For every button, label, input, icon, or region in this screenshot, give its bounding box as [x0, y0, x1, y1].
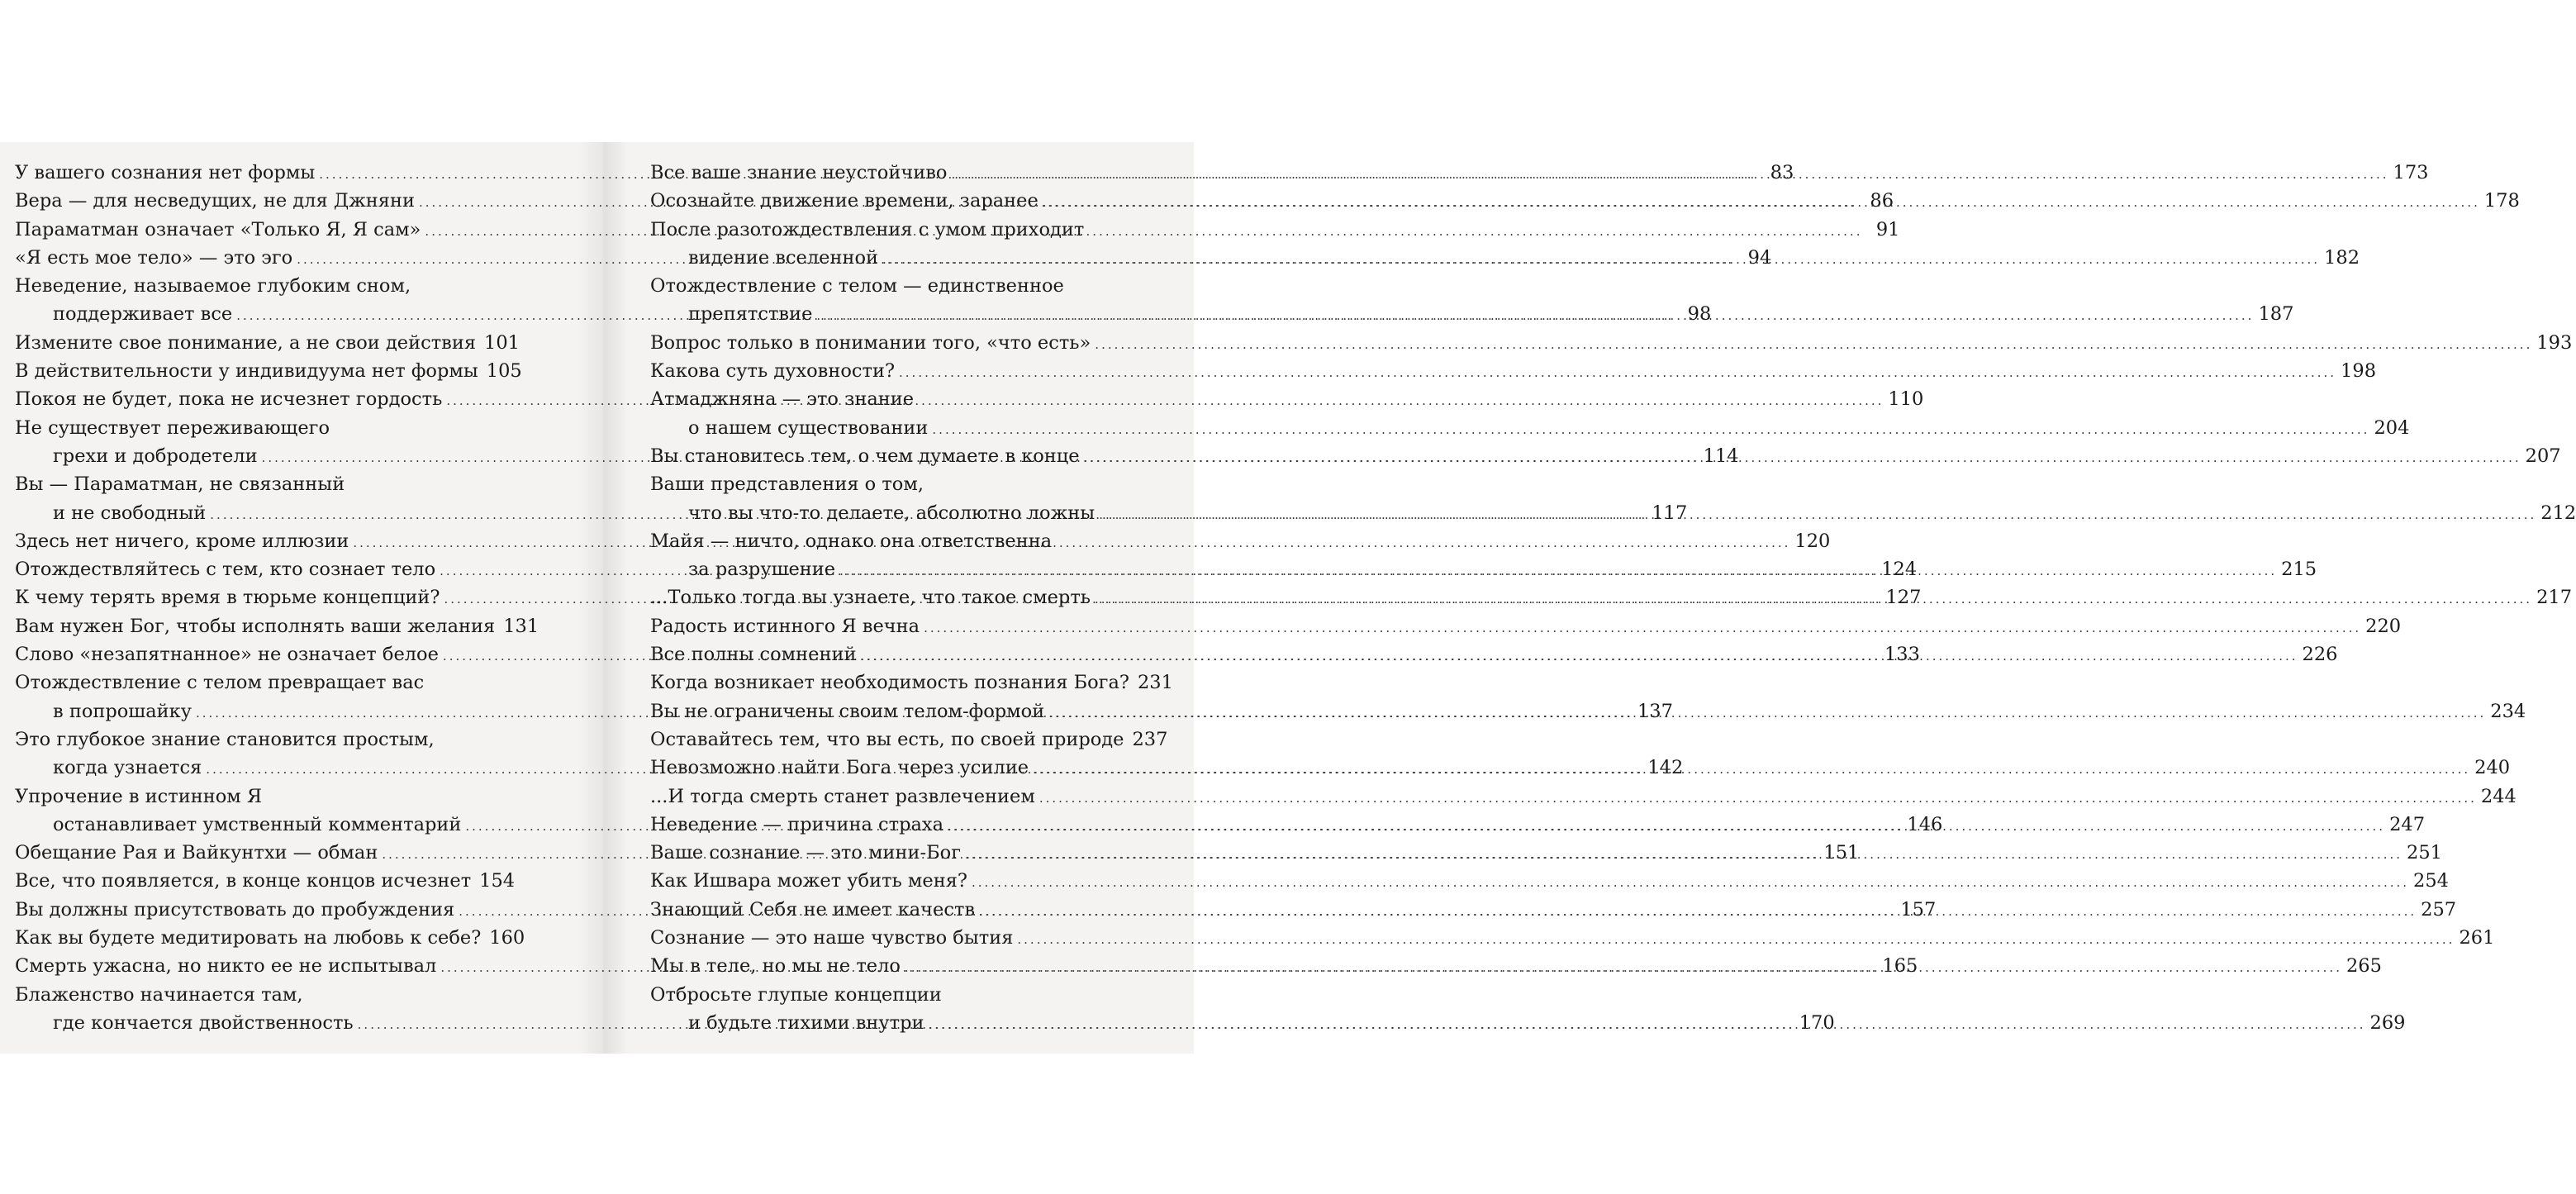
toc-page-number: 131 — [503, 615, 539, 637]
toc-entry — [650, 357, 2377, 385]
toc-entry-line — [15, 725, 513, 754]
toc-entry-line — [650, 385, 1148, 413]
toc-page-number: 146 — [1907, 813, 1943, 835]
toc-entry-line — [15, 668, 513, 697]
toc-entry-title: Отождествление с телом превращает вас — [15, 672, 425, 694]
toc-entry-line — [650, 668, 1173, 697]
toc-entry-title: видение вселенной — [688, 246, 879, 269]
toc-entry — [650, 924, 2495, 952]
dot-leader — [816, 302, 2254, 330]
toc-page-number: 83 — [1770, 162, 1794, 183]
toc-entry-line — [650, 725, 1168, 754]
toc-entry-title: Параматман означает «Только Я, Я сам» — [15, 218, 421, 240]
toc-entry-title: Измените свое понимание, а не свои действия — [15, 331, 477, 354]
toc-page-number: 207 — [2525, 445, 2561, 467]
toc-entry-title: за разрушение — [688, 559, 836, 581]
toc-entry-title: Не существует переживающего — [15, 416, 330, 439]
toc-entry-line — [650, 527, 1148, 555]
toc-page-number: 269 — [2369, 1011, 2406, 1034]
toc-page-number: 101 — [484, 331, 520, 354]
toc-entry — [15, 924, 525, 952]
toc-page-number: 254 — [2413, 870, 2449, 892]
toc-entry-title: Отбросьте глупые концепции — [650, 983, 942, 1006]
toc-entry-title: После разотождествления с умом приходит — [650, 218, 1085, 240]
toc-page-number: 204 — [2374, 416, 2410, 439]
toc-entry-title: препятствие — [688, 303, 813, 326]
dot-leader — [882, 245, 2320, 274]
dot-leader — [951, 160, 2388, 188]
toc-entry-line — [650, 414, 2410, 442]
toc-entry-title: Отождествление с телом — единственное — [650, 275, 1064, 297]
toc-entry-line — [15, 470, 513, 498]
toc-page-number: 215 — [2281, 559, 2317, 581]
toc-page-number: 110 — [1888, 388, 1924, 411]
toc-entry-title: Осознайте движение времени, заранее — [650, 190, 1038, 212]
toc-entry-title: Вера — для несведущих, не для Джняни — [15, 190, 415, 212]
toc-page-number: 127 — [1885, 587, 1922, 609]
toc-entry-title: Покоя не будет, пока не исчезнет гордость — [15, 388, 443, 411]
toc-page-number: 182 — [2324, 246, 2360, 269]
toc-entry-line — [15, 329, 520, 357]
dot-leader — [860, 642, 2298, 670]
toc-entry-line — [650, 867, 2449, 895]
toc-entry-title: и будьте тихими внутри — [688, 1011, 924, 1034]
toc-entry — [650, 783, 2517, 811]
toc-page-number: 91 — [1875, 218, 1900, 240]
toc-entry-line — [650, 329, 2573, 357]
book-spread — [0, 142, 2576, 1054]
dot-leader — [928, 1011, 2365, 1039]
toc-entry-title: когда узнается — [53, 757, 202, 779]
toc-entry-title: ...И тогда смерть станет развлечением — [650, 785, 1035, 807]
toc-entry-title: где кончается двойственность — [53, 1011, 354, 1034]
toc-entry-title: Атмаджняна — это знание — [650, 388, 915, 411]
toc-entry — [650, 329, 2573, 357]
toc-page-number: 157 — [1900, 898, 1937, 920]
toc-entry — [15, 612, 539, 640]
toc-entry-title: Какова суть духовности? — [650, 360, 896, 383]
toc-page-number: 240 — [2474, 757, 2511, 779]
toc-entry — [15, 329, 520, 357]
toc-entry-line — [15, 414, 513, 442]
toc-entry-title: грехи и добродетели — [53, 445, 258, 467]
toc-page-number: 247 — [2389, 813, 2426, 835]
toc-entry-title: Знающий Себя не имеет качеств — [650, 898, 976, 920]
toc-page-number: 265 — [2345, 955, 2382, 978]
toc-entry-title: Ваши представления о том, — [650, 473, 924, 496]
toc-page-number: 198 — [2341, 360, 2377, 383]
toc-entry-title: Блаженство начинается там, — [15, 983, 303, 1006]
toc-entry-title: Все ваше знание неустойчиво — [650, 162, 948, 183]
toc-page-number: 212 — [2540, 502, 2576, 524]
toc-entry-line — [650, 470, 1148, 498]
toc-entry-title: Ваше сознание — это мини-Бог — [650, 842, 961, 864]
toc-entry-title: В действительности у индивидуума нет формы — [15, 360, 478, 383]
toc-entry — [650, 867, 2449, 895]
toc-entry-title: Упрочение в истинном Я — [15, 785, 263, 807]
toc-entry-title: что вы что-то делаете, абсолютно ложны — [688, 502, 1096, 524]
dot-leader — [1084, 444, 2521, 472]
toc-entry-line — [15, 612, 539, 640]
toc-entry-title: Майя — ничто, однако она ответственна — [650, 530, 1053, 552]
dot-leader — [924, 614, 2361, 642]
dot-leader — [948, 812, 2385, 840]
dot-leader — [899, 359, 2336, 387]
toc-entry-title: Когда возникает необходимость познания Бога? — [650, 672, 1129, 694]
dot-leader — [1043, 188, 2480, 216]
toc-entry-title: Обещание Рая и Вайкунтхи — обман — [15, 842, 378, 864]
toc-page-number: 86 — [1870, 190, 1894, 212]
toc-entry-line — [650, 612, 2402, 640]
toc-entry-title: У вашего сознания нет формы — [15, 162, 316, 183]
toc-page-number: 217 — [2536, 587, 2573, 609]
toc-entry-title: останавливает умственный комментарий — [53, 813, 462, 835]
toc-page-number: 170 — [1799, 1011, 1835, 1034]
toc-entry-line — [650, 981, 1148, 1009]
toc-entry-title: в попрошайку — [53, 700, 192, 722]
toc-page-number: 178 — [2483, 190, 2520, 212]
dot-leader — [839, 557, 2277, 585]
toc-page-number: 187 — [2258, 303, 2294, 326]
dot-leader — [905, 954, 2342, 982]
dot-leader — [1039, 784, 2477, 812]
toc-entry-title: Смерть ужасна, но никто ее не испытывал — [15, 955, 437, 978]
toc-page-number: 133 — [1884, 644, 1920, 666]
toc-page-number: 160 — [489, 927, 525, 949]
toc-entry-title: Вам нужен Бог, чтобы исполнять ваши желания — [15, 615, 496, 637]
toc-page-number: 120 — [1794, 530, 1831, 552]
toc-entry-title: Все, что появляется, в конце концов исчезнет — [15, 870, 472, 892]
toc-entry-line — [15, 867, 516, 895]
dot-leader — [1048, 699, 2486, 727]
toc-entry-title: Невозможно найти Бога через усилие — [650, 757, 1029, 779]
toc-entry — [15, 357, 522, 385]
toc-page-number: 193 — [2536, 331, 2573, 354]
toc-page-number: 220 — [2365, 615, 2402, 637]
toc-entry-title: Вы не ограничены своим телом-формой — [650, 700, 1045, 722]
toc-entry-title: Неведение — причина страха — [650, 813, 944, 835]
toc-page-number: 151 — [1823, 842, 1860, 864]
toc-entry-title: Как Ишвара может убить меня? — [650, 870, 967, 892]
toc-entry-title: о нашем существовании — [688, 416, 929, 439]
toc-entry-line — [15, 783, 513, 811]
toc-entry-line — [15, 981, 513, 1009]
toc-entry-line — [650, 357, 2377, 385]
toc-entry-line — [650, 924, 2495, 952]
dot-leader — [1099, 501, 2536, 529]
toc-page-number: 173 — [2393, 162, 2429, 183]
toc-page-number: 231 — [1137, 672, 1173, 694]
toc-page-number: 137 — [1637, 700, 1673, 722]
dot-leader — [972, 868, 2409, 897]
toc-page-number: 261 — [2459, 927, 2495, 949]
toc-entry-title: Это глубокое знание становится простым, — [15, 728, 435, 750]
toc-entry — [650, 668, 1173, 697]
dot-leader — [1033, 755, 2470, 783]
toc-entry-title: К чему терять время в тюрьме концепций? — [15, 587, 440, 609]
toc-entry-title: поддерживает все — [53, 303, 233, 326]
toc-page-number: 98 — [1687, 303, 1712, 326]
dot-leader — [932, 416, 2369, 444]
toc-page-number: 94 — [1747, 246, 1772, 269]
toc-entry-title: Слово «незапятнанное» не означает белое — [15, 644, 439, 666]
toc-page-number: 257 — [2421, 898, 2457, 920]
toc-entry — [650, 612, 2402, 640]
toc-page-number: 114 — [1703, 445, 1739, 467]
toc-entry-line — [650, 216, 1148, 244]
toc-entry-line — [15, 924, 525, 952]
toc-entry-title: «Я есть мое тело» — это эго — [15, 246, 293, 269]
toc-entry-title: Оставайтесь тем, что вы есть, по своей природе — [650, 728, 1124, 750]
toc-entry-title: Вы становитесь тем, о чем думаете в конце — [650, 445, 1080, 467]
toc-entry-line — [15, 272, 513, 300]
toc-page-number: 234 — [2490, 700, 2526, 722]
toc-page-number: 124 — [1881, 559, 1918, 581]
toc-entry-title: Вы должны присутствовать до пробуждения — [15, 898, 455, 920]
toc-entry-line — [650, 272, 1148, 300]
dot-leader — [1017, 925, 2455, 954]
toc-page-number: 226 — [2302, 644, 2338, 666]
toc-entry-title: Вопрос только в понимании того, «что есть» — [650, 331, 1091, 354]
toc-entry-line — [650, 783, 2517, 811]
toc-entry-title: Вы — Параматман, не связанный — [15, 473, 345, 496]
toc-page-number: 117 — [1652, 502, 1688, 524]
toc-page-number: 237 — [1132, 728, 1168, 750]
toc-entry-line — [15, 357, 522, 385]
dot-leader — [965, 840, 2403, 868]
toc-page-number: 244 — [2480, 785, 2517, 807]
toc-entry-title: Мы в теле, но мы не тело — [650, 955, 901, 978]
toc-page-number: 251 — [2407, 842, 2442, 864]
dot-leader — [1095, 331, 2532, 359]
toc-entry-title: и не свободный — [53, 502, 207, 524]
toc-entry — [650, 725, 1168, 754]
toc-page-number: 105 — [486, 360, 522, 383]
dot-leader — [979, 897, 2417, 925]
toc-entry-title: Отождествляйтесь с тем, кто сознает тело — [15, 559, 436, 581]
toc-entry-title: Как вы будете медитировать на любовь к себе? — [15, 927, 482, 949]
dot-leader — [1095, 585, 2532, 613]
toc-entry — [15, 867, 516, 895]
toc-page-number: 142 — [1647, 757, 1684, 779]
toc-entry-title: Сознание — это наше чувство бытия — [650, 927, 1014, 949]
toc-page-number: 165 — [1882, 955, 1918, 978]
toc-entry-title: Неведение, называемое глубоким сном, — [15, 275, 411, 297]
toc-entry-title: Радость истинного Я вечна — [650, 615, 920, 637]
toc-entry-title: ...Только тогда вы узнаете, что такое смерть — [650, 587, 1091, 609]
toc-page-number: 154 — [479, 870, 516, 892]
toc-entry-title: Здесь нет ничего, кроме иллюзии — [15, 530, 349, 552]
toc-entry-title: Все полны сомнений — [650, 644, 857, 666]
